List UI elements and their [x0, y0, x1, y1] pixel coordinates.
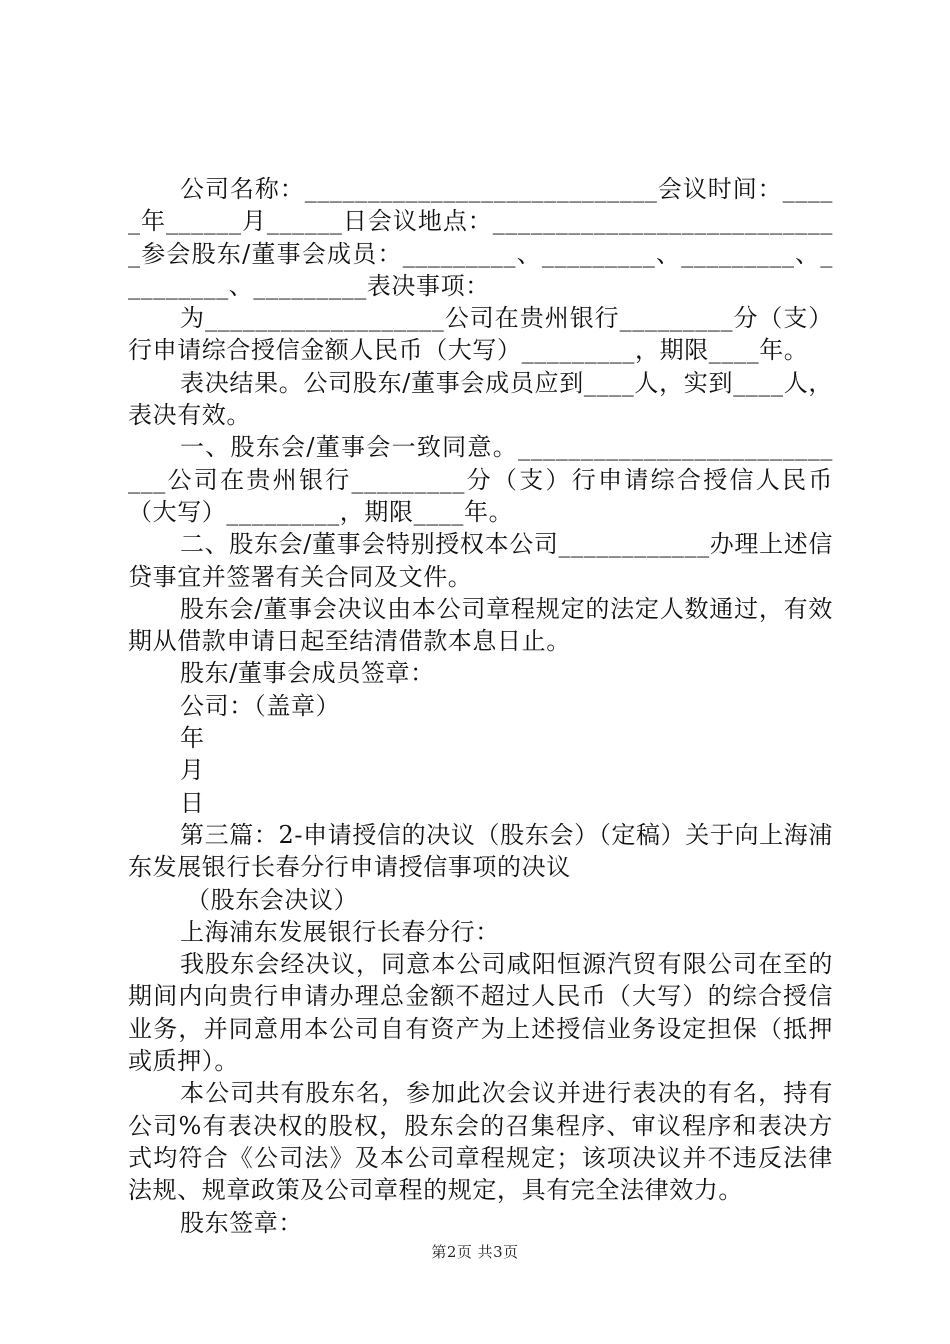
addressee: 上海浦东发展银行长春分行：	[180, 917, 500, 946]
paragraph-month: 月	[180, 756, 205, 785]
paragraph-validity: 股东会/董事会决议由本公司章程规定的法定人数通过，有效期从借款申请日起至结清借款本息日止。	[128, 594, 833, 656]
paragraph-item-two: 二、股东会/董事会特别授权本公司____________办理上述信贷事宜并签署有关合同及文件。	[128, 530, 833, 591]
paragraph-item-one: 一、股东会/董事会一致同意。____________________________公司在贵州银行_________分（支）行申请综合授信人民币（大写）_________，期限____年。	[128, 433, 833, 526]
paragraph-shareholder-signature: 股东签章：	[180, 1208, 303, 1237]
paragraph-resolution-body: 我股东会经决议，同意本公司咸阳恒源汽贸有限公司在至的期间内向贵行申请办理总金额不超过人民币（大写）的综合授信业务，并同意用本公司自有资产为上述授信业务设定担保（抵押或质押）。	[128, 950, 833, 1076]
paragraph-signature-label: 股东/董事会成员签章：	[180, 659, 435, 688]
paragraph-year: 年	[180, 724, 205, 753]
document-body	[128, 173, 833, 1239]
page-footer: 第2页 共3页	[431, 1243, 519, 1261]
paragraph-resolution-item: 为___________________公司在贵州银行_________分（支）行申请综合授信金额人民币（大写）_________，期限____年。	[128, 304, 833, 365]
paragraph-meeting-info: 公司名称：____________________________会议时间：_____年______月______日会议地点：____________________________参会股东/董事会成员：_________、_________、_________、_________、_________表决事项：	[128, 175, 833, 300]
paragraph-shareholders: 本公司共有股东名，参加此次会议并进行表决的有名，持有公司%有表决权的股权，股东会的召集程序、审议程序和表决方式均符合《公司法》及本公司章程规定；该项决议并不违反法律法规、规章政策及公司章程的规定，具有完全法律效力。	[128, 1079, 833, 1205]
paragraph-day: 日	[180, 788, 205, 817]
section-title: 第三篇：2-申请授信的决议（股东会）（定稿）关于向上海浦东发展银行长春分行申请授信事项的决议	[128, 820, 833, 882]
paragraph-vote-result: 表决结果。公司股东/董事会成员应到____人，实到____人，表决有效。	[128, 368, 833, 430]
paragraph-company-seal: 公司：（盖章）	[180, 691, 341, 720]
section-subtitle: （股东会决议）	[186, 885, 359, 914]
